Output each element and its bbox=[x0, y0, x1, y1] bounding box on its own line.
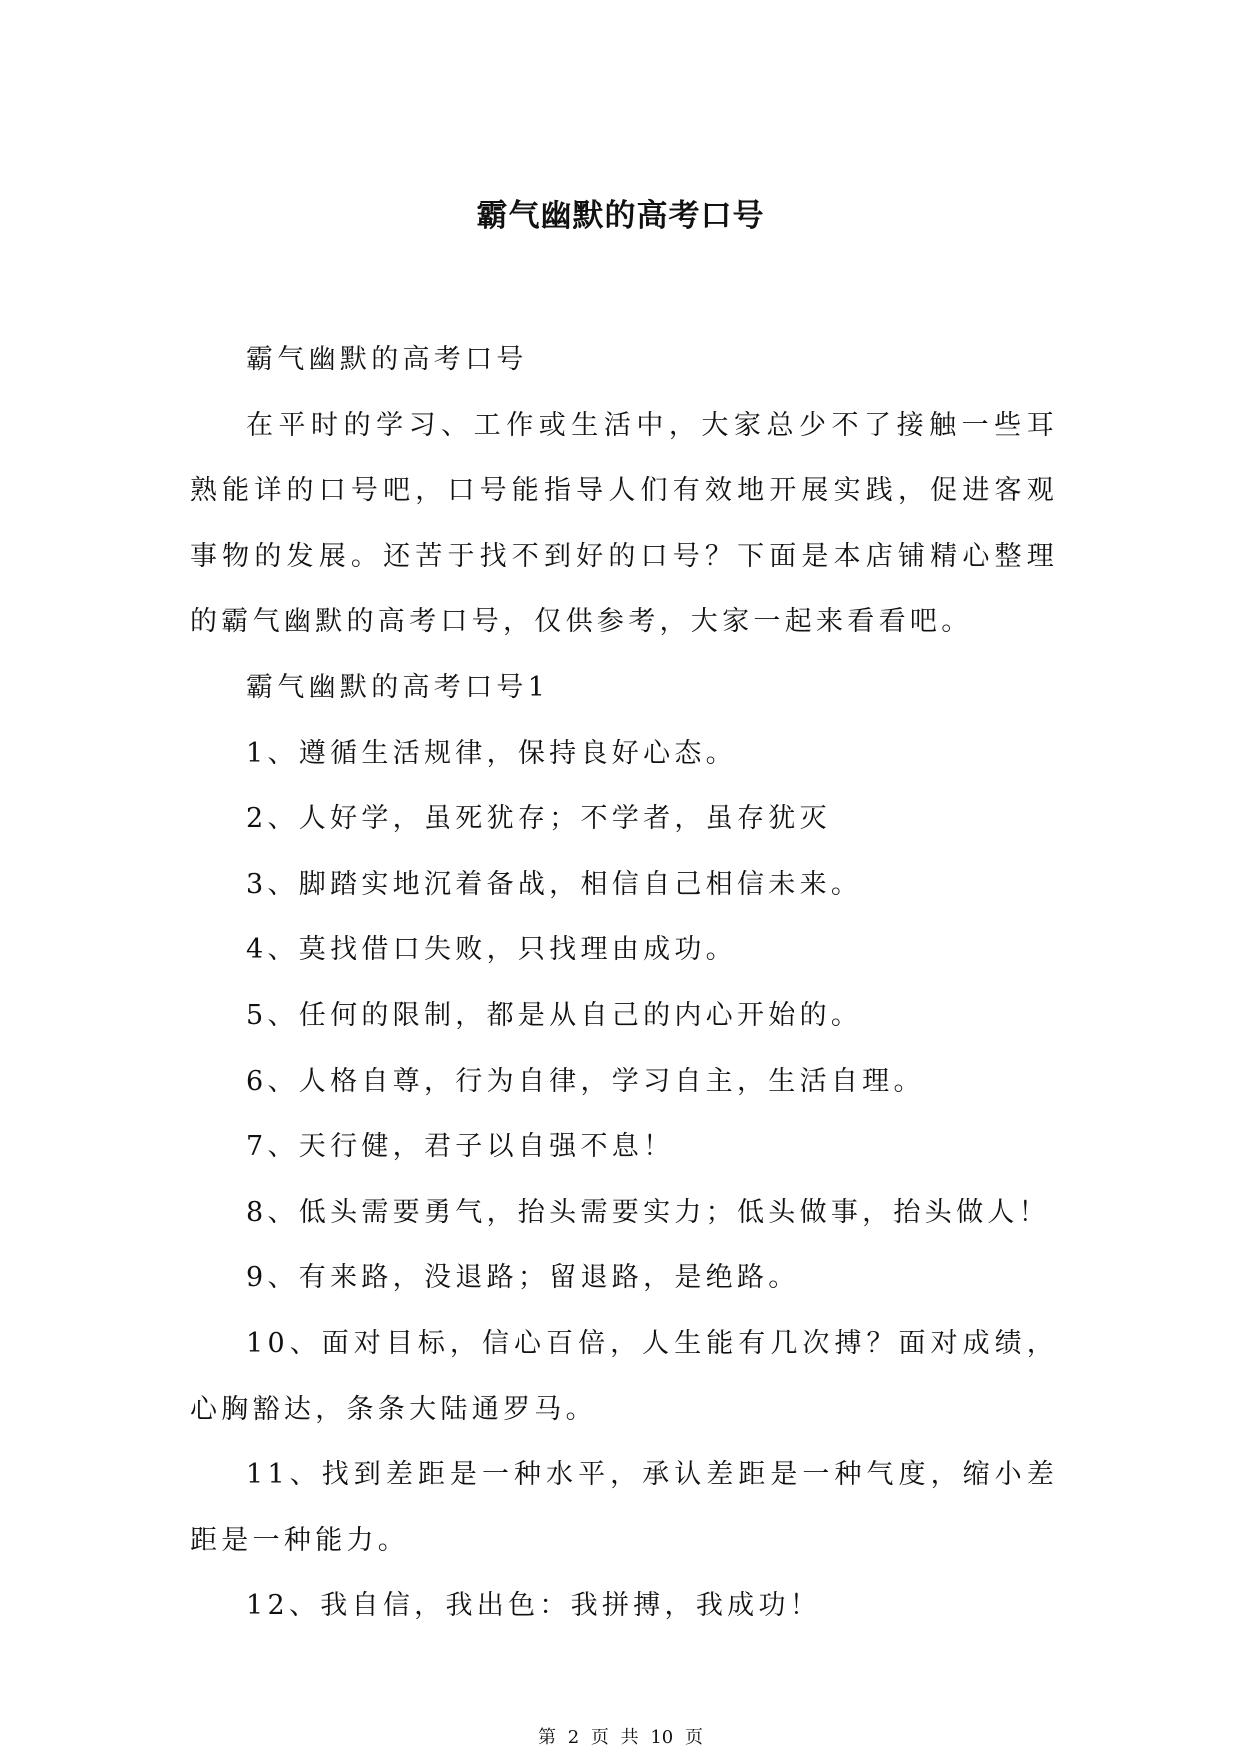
slogan-item: 10、面对目标，信心百倍，人生能有几次搏？面对成绩，心胸豁达，条条大陆通罗马。 bbox=[190, 1327, 1058, 1425]
slogan-item: 7、天行健，君子以自强不息！ bbox=[246, 1131, 675, 1163]
slogan-item: 3、脚踏实地沉着备战，相信自己相信未来。 bbox=[246, 868, 863, 900]
slogan-item: 9、有来路，没退路；留退路，是绝路。 bbox=[246, 1262, 800, 1294]
slogan-item: 5、任何的限制，都是从自己的内心开始的。 bbox=[246, 999, 863, 1031]
slogan-item: 1、遵循生活规律，保持良好心态。 bbox=[246, 737, 737, 769]
slogan-item: 6、人格自尊，行为自律，学习自主，生活自理。 bbox=[246, 1065, 925, 1097]
intro-paragraph: 在平时的学习、工作或生活中，大家总少不了接触一些耳熟能详的口号吧，口号能指导人们有效地开展实践，促进客观事物的发展。还苦于找不到好的口号？下面是本店铺精心整理的霸气幽默的高考口号，仅供参考，大家一起来看看吧。 bbox=[190, 409, 1058, 638]
slogan-item: 4、莫找借口失败，只找理由成功。 bbox=[246, 934, 737, 966]
slogan-item: 11、找到差距是一种水平，承认差距是一种气度，缩小差距是一种能力。 bbox=[190, 1459, 1058, 1556]
slogan-item: 8、低头需要勇气，抬头需要实力；低头做事，抬头做人！ bbox=[246, 1196, 1050, 1228]
subtitle-paragraph: 霸气幽默的高考口号 bbox=[246, 344, 528, 375]
document-body bbox=[190, 327, 1058, 1639]
section-heading: 霸气幽默的高考口号1 bbox=[246, 671, 550, 703]
slogan-item: 12、我自信，我出色：我拼搏，我成功！ bbox=[246, 1590, 822, 1622]
page-footer: 第 2 页 共 10 页 bbox=[538, 1727, 703, 1748]
slogan-item: 2、人好学，虽死犹存；不学者，虽存犹灭 bbox=[246, 803, 831, 835]
document-title: 霸气幽默的高考口号 bbox=[476, 198, 765, 234]
